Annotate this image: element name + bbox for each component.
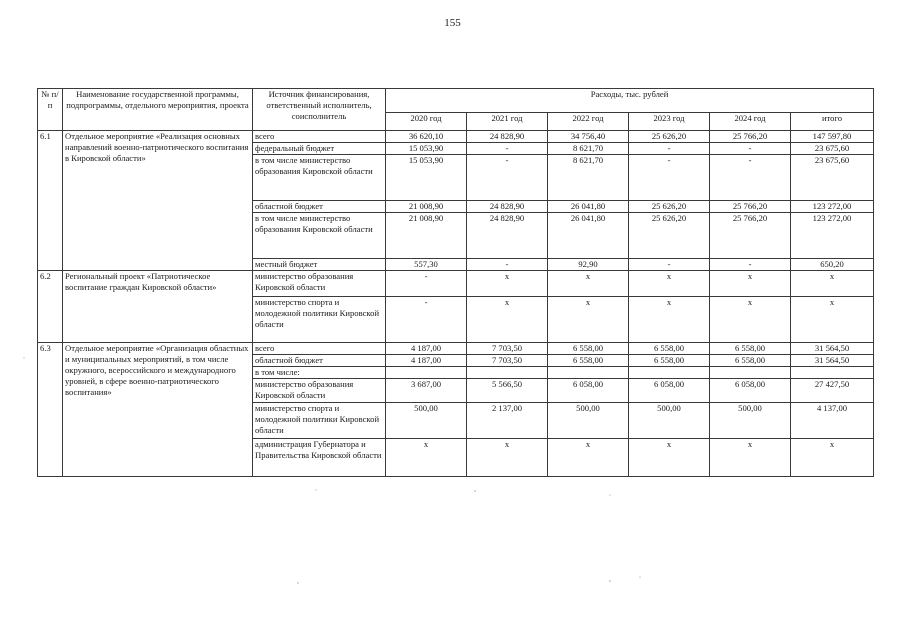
expense-cell: 25 766,20 (710, 213, 791, 259)
expense-cell: - (386, 297, 467, 343)
expense-total-cell: 23 675,60 (791, 155, 874, 201)
expense-cell: 6 558,00 (710, 355, 791, 367)
expense-total-cell: 123 272,00 (791, 213, 874, 259)
expense-cell: 6 558,00 (629, 343, 710, 355)
expense-cell: х (629, 271, 710, 297)
expense-total-cell: 650,20 (791, 259, 874, 271)
expense-total-cell: 31 564,50 (791, 343, 874, 355)
funding-source: в том числе: (253, 367, 386, 379)
expense-total-cell: х (791, 439, 874, 477)
expense-cell: - (629, 155, 710, 201)
expense-cell: 8 621,70 (548, 143, 629, 155)
expense-cell: 24 828,90 (467, 131, 548, 143)
expense-cell: - (467, 155, 548, 201)
expense-cell: х (548, 271, 629, 297)
header-year: 2022 год (548, 113, 629, 131)
item-name: Отдельное мероприятие «Реализация основных направлений военно-патриотического воспитания в Кировской области» (63, 131, 253, 271)
expense-cell (386, 367, 467, 379)
expense-cell: 25 626,20 (629, 213, 710, 259)
funding-source: всего (253, 343, 386, 355)
funding-source: всего (253, 131, 386, 143)
table-body (38, 131, 874, 477)
expense-cell (467, 367, 548, 379)
expense-cell: 26 041,80 (548, 213, 629, 259)
page-number: 155 (444, 17, 461, 29)
funding-source: федеральный бюджет (253, 143, 386, 155)
expense-cell: х (467, 297, 548, 343)
expense-cell: 36 620,10 (386, 131, 467, 143)
expense-cell: 6 058,00 (629, 379, 710, 403)
expense-cell: 3 687,00 (386, 379, 467, 403)
expense-total-cell: 123 272,00 (791, 201, 874, 213)
expense-cell: 557,30 (386, 259, 467, 271)
expense-cell: 15 053,90 (386, 155, 467, 201)
expense-cell: х (467, 439, 548, 477)
expense-cell: х (629, 439, 710, 477)
expense-cell (629, 367, 710, 379)
expense-cell: 25 766,20 (710, 201, 791, 213)
funding-source: администрация Губернатора и Правительства Кировской области (253, 439, 386, 477)
table-row (38, 343, 874, 355)
expense-cell: 500,00 (629, 403, 710, 439)
expense-total-cell (791, 367, 874, 379)
funding-source: в том числе министерство образования Кировской области (253, 155, 386, 201)
expense-cell: х (386, 439, 467, 477)
expense-cell: 26 041,80 (548, 201, 629, 213)
expense-cell: х (710, 271, 791, 297)
funding-source: местный бюджет (253, 259, 386, 271)
funding-source: министерство образования Кировской области (253, 271, 386, 297)
expense-total-cell: х (791, 297, 874, 343)
expense-cell: - (710, 155, 791, 201)
header-total: итого (791, 113, 874, 131)
header-name: Наименование государственной программы, подпрограммы, отдельного мероприятия, проекта (63, 89, 253, 131)
expense-cell: х (548, 297, 629, 343)
expense-cell: 500,00 (548, 403, 629, 439)
expense-cell: 6 558,00 (548, 343, 629, 355)
budget-table (37, 88, 874, 477)
expense-cell: 7 703,50 (467, 355, 548, 367)
item-name: Отдельное мероприятие «Организация областных и муниципальных мероприятий, в том числе окружного, всероссийского и международного уровней, в сфере военно-патриотического воспитания» (63, 343, 253, 477)
expense-cell: - (467, 259, 548, 271)
expense-cell: х (467, 271, 548, 297)
expense-cell: 25 626,20 (629, 201, 710, 213)
table-row (38, 271, 874, 297)
item-number: 6.3 (38, 343, 63, 477)
expense-total-cell: 31 564,50 (791, 355, 874, 367)
expense-cell: 5 566,50 (467, 379, 548, 403)
expense-total-cell: 147 597,80 (791, 131, 874, 143)
expense-cell: 4 187,00 (386, 355, 467, 367)
expense-total-cell: 4 137,00 (791, 403, 874, 439)
expense-cell: - (629, 143, 710, 155)
header-number: № п/п (38, 89, 63, 131)
expense-cell: 92,90 (548, 259, 629, 271)
expense-cell: х (710, 297, 791, 343)
expense-cell: 500,00 (710, 403, 791, 439)
header-year: 2021 год (467, 113, 548, 131)
expense-cell: 34 756,40 (548, 131, 629, 143)
expense-cell: х (548, 439, 629, 477)
expense-cell: - (710, 143, 791, 155)
expense-cell: 6 558,00 (548, 355, 629, 367)
item-name: Региональный проект «Патриотическое воспитание граждан Кировской области» (63, 271, 253, 343)
funding-source: министерство спорта и молодежной политики Кировской области (253, 403, 386, 439)
expense-cell: 24 828,90 (467, 213, 548, 259)
table-header (38, 89, 874, 131)
expense-cell (710, 367, 791, 379)
expense-cell: 21 008,90 (386, 213, 467, 259)
expense-cell: 8 621,70 (548, 155, 629, 201)
expense-cell: 2 137,00 (467, 403, 548, 439)
expense-total-cell: 23 675,60 (791, 143, 874, 155)
expense-cell: 24 828,90 (467, 201, 548, 213)
item-number: 6.2 (38, 271, 63, 343)
expense-cell: 25 626,20 (629, 131, 710, 143)
item-number: 6.1 (38, 131, 63, 271)
expense-cell: - (467, 143, 548, 155)
header-year: 2024 год (710, 113, 791, 131)
expense-cell: 25 766,20 (710, 131, 791, 143)
expense-total-cell: 27 427,50 (791, 379, 874, 403)
header-source: Источник финансирования, ответственный исполнитель, соисполнитель (253, 89, 386, 131)
expense-cell: - (386, 271, 467, 297)
header-year: 2023 год (629, 113, 710, 131)
expense-cell: 6 058,00 (710, 379, 791, 403)
funding-source: областной бюджет (253, 201, 386, 213)
expense-cell: - (710, 259, 791, 271)
funding-source: министерство спорта и молодежной политики Кировской области (253, 297, 386, 343)
expense-cell: 6 558,00 (629, 355, 710, 367)
header-year: 2020 год (386, 113, 467, 131)
expense-cell: 500,00 (386, 403, 467, 439)
table-row (38, 131, 874, 143)
funding-source: министерство образования Кировской области (253, 379, 386, 403)
expense-cell (548, 367, 629, 379)
expense-cell: 6 058,00 (548, 379, 629, 403)
expense-cell: х (629, 297, 710, 343)
expense-cell: 6 558,00 (710, 343, 791, 355)
funding-source: областной бюджет (253, 355, 386, 367)
funding-source: в том числе министерство образования Кировской области (253, 213, 386, 259)
expense-total-cell: х (791, 271, 874, 297)
expense-cell: 7 703,50 (467, 343, 548, 355)
expense-cell: х (710, 439, 791, 477)
expense-cell: 15 053,90 (386, 143, 467, 155)
expense-cell: 21 008,90 (386, 201, 467, 213)
header-expenses: Расходы, тыс. рублей (386, 89, 874, 113)
expense-cell: 4 187,00 (386, 343, 467, 355)
expense-cell: - (629, 259, 710, 271)
